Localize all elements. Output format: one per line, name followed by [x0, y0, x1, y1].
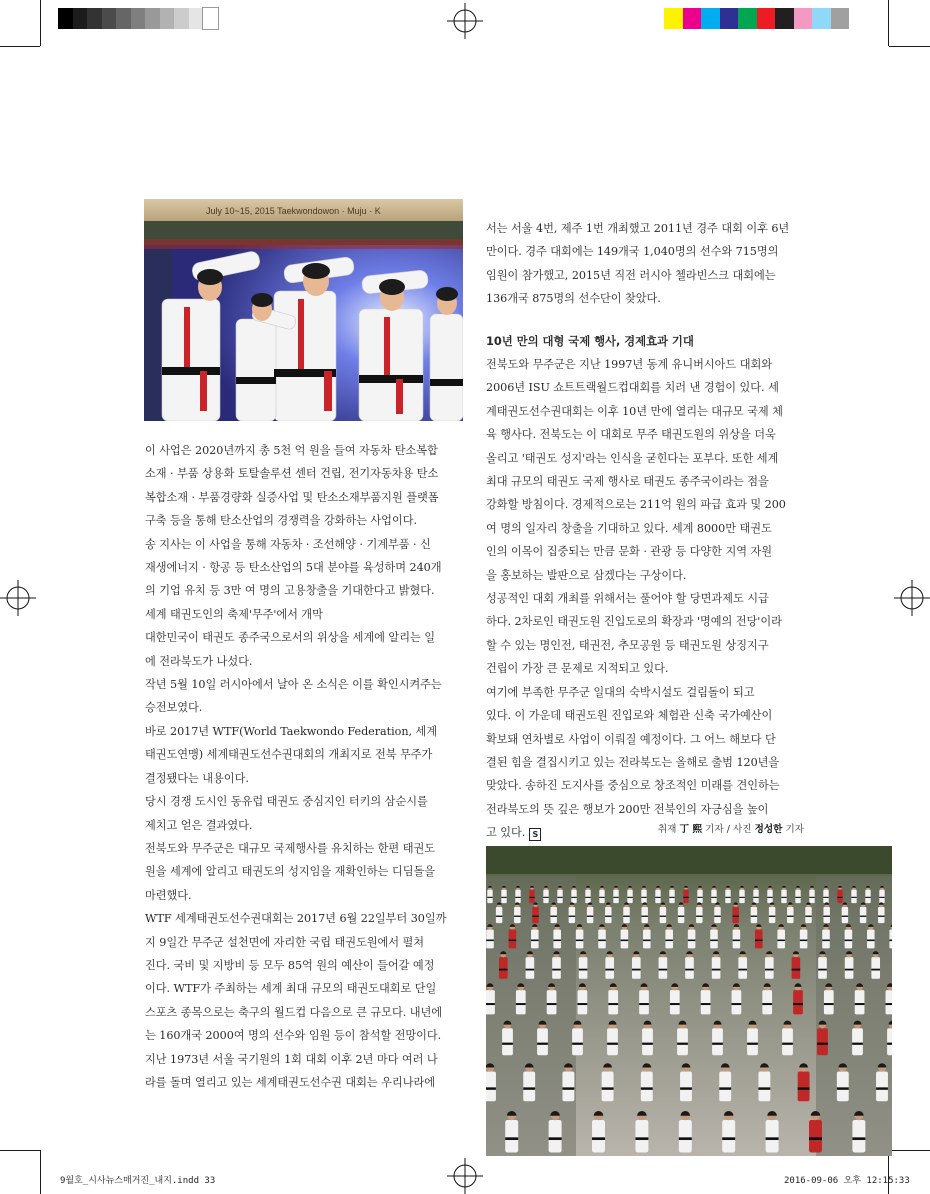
text-line: WTF 세계태권도선수권대회는 2017년 6월 22일부터 30일까 — [145, 912, 447, 926]
text-line: 제치고 얻은 결과였다. — [145, 818, 253, 832]
text-line: 스포츠 종목으로는 축구의 월드컵 다음으로 큰 규모다. 내년에 — [145, 1005, 442, 1019]
text-line: 인의 이목이 집중되는 만큼 문화 · 관광 등 다양한 지역 자원 — [486, 545, 772, 559]
text-line: 하다. 2차로인 태권도원 진입도로의 확장과 '명예의 전당'이라 — [486, 615, 782, 629]
text-line: 육 행사다. 전북도는 이 대회로 무주 태권도원의 위상을 더욱 — [486, 428, 776, 442]
gray-swatch — [116, 8, 131, 29]
text-line: 원을 세계에 알리고 태권도의 성지임을 재확인하는 디딤돌을 — [145, 865, 435, 879]
text-line: 바로 2017년 WTF(World Taekwondo Federation, 세계 — [145, 724, 438, 738]
text-line: 확보돼 연차별로 사업이 이뤄질 예정이다. 그 어느 해보다 단 — [486, 732, 776, 746]
text-line: 계태권도선수권대회는 이후 10년 만에 열리는 대규모 국제 체 — [486, 404, 783, 418]
color-swatch — [812, 8, 831, 29]
reporter-name: 丁 熙 — [679, 824, 703, 835]
text-line: 의 기업 유치 등 3만 여 명의 고용창출을 기대한다고 밝혔다. — [145, 584, 435, 598]
gray-swatch — [189, 8, 204, 29]
text-line: 여 명의 일자리 창출을 기대하고 있다. 세계 8000만 태권도 — [486, 521, 772, 535]
text-line: 전북도와 무주군은 지난 1997년 동계 유니버시아드 대회와 — [486, 358, 772, 371]
text-line: 세계 태권도인의 축제'무주'에서 개막 — [145, 607, 323, 621]
text-line: 마련했다. — [145, 888, 192, 902]
gray-swatch — [145, 8, 160, 29]
text-line: 소재 · 부품 상용화 토탈솔루션 센터 건립, 전기자동차용 탄소 — [145, 467, 439, 481]
gray-swatch — [58, 8, 73, 29]
registration-mark-bottom — [447, 1158, 483, 1194]
text-line: 최대 규모의 태권도 국제 행사로 태권도 종주국이라는 점을 — [486, 475, 769, 489]
text-line: 강화할 방침이다. 경제적으로는 211억 원의 파급 효과 및 200 — [486, 498, 786, 512]
color-swatch — [664, 8, 683, 29]
taekwondo-performers-photo — [144, 199, 463, 421]
text-line: 임원이 참가했고, 2015년 직전 러시아 첼라빈스크 대회에는 — [486, 268, 776, 282]
text-line: 있다. 이 가운데 태권도원 진입로와 체험관 신축 국가예산이 — [486, 709, 773, 723]
text-line: 이다. WTF가 주최하는 세계 최대 규모의 태권도대회로 단일 — [145, 982, 437, 996]
registration-mark-right — [894, 580, 930, 616]
color-swatch — [775, 8, 794, 29]
text-line: 라를 돌며 열리고 있는 세계태권도선수권 대회는 우리나라에 — [145, 1075, 435, 1089]
text-line: 2006년 ISU 쇼트트랙월드컵대회를 치러 낸 경험이 있다. 세 — [486, 381, 779, 395]
gray-swatch — [160, 8, 175, 29]
banner-text: July 10~15, 2015 Taekwondowon · Muju · K — [206, 206, 381, 216]
color-swatch — [738, 8, 757, 29]
text-line: 성공적인 대회 개최를 위해서는 풀어야 할 당면과제도 시급 — [486, 592, 769, 606]
gray-swatch — [174, 8, 189, 29]
text-line: 결정됐다는 내용이다. — [145, 771, 249, 785]
text-line: 전북도와 무주군은 대규모 국제행사를 유치하는 한편 태권도 — [145, 841, 435, 855]
taekwondo-crowd-photo — [486, 846, 892, 1156]
gray-swatch — [73, 8, 88, 29]
text-line: 여기에 부족한 무주군 일대의 숙박시설도 걸림돌이 되고 — [486, 685, 755, 699]
gray-swatch — [87, 8, 102, 29]
text-line: 을 홍보하는 발판으로 삼겠다는 구상이다. — [486, 568, 687, 582]
gray-swatch — [102, 8, 117, 29]
text-line: 만이다. 경주 대회에는 149개국 1,040명의 선수와 715명의 — [486, 245, 779, 259]
color-calibration-bar — [664, 8, 849, 29]
text-line: 승전보였다. — [145, 701, 203, 715]
text-line: 에 전라북도가 나섰다. — [145, 654, 253, 668]
color-swatch — [720, 8, 739, 29]
right-text-column-top — [486, 217, 806, 311]
text-line: 태권도연맹) 세계태권도선수권대회의 개최지로 전북 무주가 — [145, 748, 433, 762]
text-line: 136개국 875명의 선수단이 찾았다. — [486, 292, 661, 306]
text-line: 서는 서울 4번, 제주 1번 개최했고 2011년 경주 대회 이후 6년 — [486, 222, 790, 235]
gray-swatch — [203, 8, 218, 29]
footer-slug-right: 2016-09-06 오후 12:15:33 — [784, 1176, 910, 1186]
registration-mark-left — [0, 580, 36, 616]
color-swatch — [757, 8, 776, 29]
text-line: 결된 힘을 결집시키고 있는 전라북도는 올해로 출범 120년을 — [486, 755, 780, 769]
reporter-label: 취재 — [657, 824, 677, 835]
text-line: 할 수 있는 명인전, 태권전, 추모공원 등 태권도원 상징지구 — [486, 638, 769, 652]
text-line: 건립이 가장 큰 문제로 지적되고 있다. — [486, 662, 669, 676]
text-line: 는 160개국 2000여 명의 선수와 임원 등이 참석할 전망이다. — [145, 1029, 442, 1043]
text-line: 진다. 국비 및 지방비 등 모두 85억 원의 예산이 들어갈 예정 — [145, 958, 435, 972]
text-line: 구축 등을 통해 탄소산업의 경쟁력을 강화하는 사업이다. — [145, 514, 417, 528]
text-line: 대한민국이 태권도 종주국으로서의 위상을 세계에 알리는 일 — [145, 631, 435, 645]
text-line: 전라북도의 뜻 깊은 행보가 200만 전북인의 자긍심을 높이 — [486, 802, 769, 816]
reporter-title: 기자 / 사진 — [705, 824, 752, 835]
gray-calibration-bar — [58, 8, 218, 29]
last-line-text: 고 있다. — [486, 826, 526, 840]
text-line: 지난 1973년 서울 국기원의 1회 대회 이후 2년 마다 여러 나 — [145, 1052, 438, 1066]
photographer-name: 정성한 — [754, 824, 783, 835]
text-line: 이 사업은 2020년까지 총 5천 억 원을 들여 자동차 탄소복합 — [145, 444, 438, 457]
color-swatch — [794, 8, 813, 29]
color-swatch — [683, 8, 702, 29]
text-line: 작년 5월 10일 러시아에서 날아 온 소식은 이를 확인시켜주는 — [145, 678, 442, 692]
gray-swatch — [131, 8, 146, 29]
color-swatch — [701, 8, 720, 29]
text-line: 복합소재 · 부품경량화 실증사업 및 탄소소재부품지원 플랫폼 — [145, 490, 439, 504]
footer-slug-left: 9월호_시사뉴스매거진_내지.indd 33 — [60, 1176, 216, 1186]
end-mark-icon: S — [529, 828, 541, 841]
text-line: 맞았다. 송하진 도지사를 중심으로 창조적인 미래를 견인하는 — [486, 779, 780, 793]
right-text-column-body — [486, 353, 806, 845]
left-text-column — [145, 439, 465, 1094]
text-line: 올리고 '태권도 성지'라는 인식을 굳힌다는 포부다. 또한 세계 — [486, 451, 779, 465]
section-heading-text: 10년 만의 대형 국제 행사, 경제효과 기대 — [486, 334, 694, 348]
text-line: 지 9일간 무주군 설천면에 자리한 국립 태권도원에서 펼쳐 — [145, 935, 425, 949]
text-line: 재생에너지 · 항공 등 탄소산업의 5대 분야를 육성하며 240개 — [145, 561, 442, 575]
registration-mark-top — [447, 3, 483, 39]
text-line: 당시 경쟁 도시인 동유럽 태권도 중심지인 터키의 삼순시를 — [145, 795, 428, 809]
byline — [658, 821, 804, 835]
text-line: 송 지사는 이 사업을 통해 자동차 · 조선해양 · 기계부품 · 신 — [145, 537, 431, 551]
section-heading — [486, 330, 806, 353]
color-swatch — [831, 8, 850, 29]
photographer-title: 기자 — [785, 824, 804, 835]
